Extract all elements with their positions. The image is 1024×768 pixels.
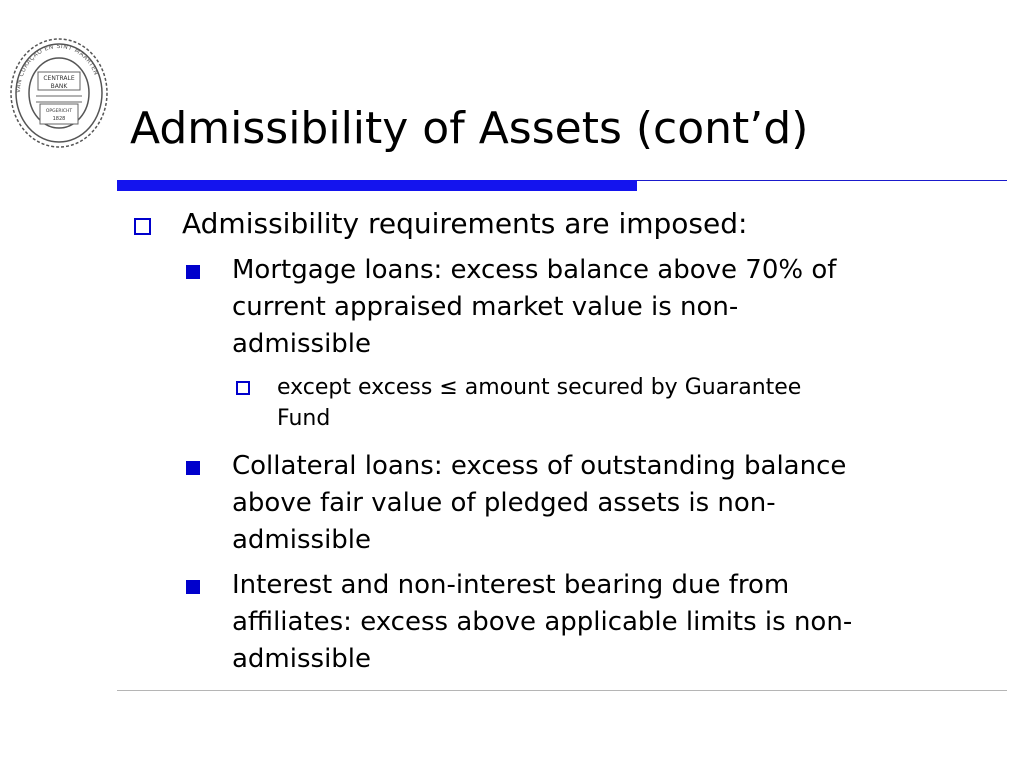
seal-text-small: OPGERICHT (45, 109, 73, 114)
bullet-text: Admissibility requirements are imposed: (182, 207, 748, 240)
bullet-text-line: Interest and non-interest bearing due from (232, 570, 790, 600)
list-item (232, 567, 852, 678)
list-item (232, 448, 846, 559)
bank-seal-logo (8, 36, 110, 150)
bullet-text-line: current appraised market value is non- (232, 292, 739, 322)
list-item (232, 252, 836, 363)
bullet-text-line: above fair value of pledged assets is non- (232, 488, 776, 518)
seal-text-mid: BANK (50, 83, 68, 90)
title-rule-accent (117, 180, 637, 191)
solid-square-bullet-icon (186, 580, 200, 594)
bullet-text-line: Fund (277, 406, 331, 431)
bullet-text-line: admissible (232, 525, 372, 555)
seal-text-top: CENTRALE (43, 75, 75, 82)
solid-square-bullet-icon (186, 265, 200, 279)
hollow-square-bullet-icon (134, 218, 151, 235)
hollow-square-bullet-icon (236, 381, 250, 395)
list-item (277, 372, 801, 434)
footer-rule (117, 690, 1007, 691)
bullet-text-line: admissible (232, 644, 372, 674)
slide-title: Admissibility of Assets (cont’d) (130, 103, 809, 154)
bullet-text-line: admissible (232, 329, 372, 359)
bullet-text-line: Mortgage loans: excess balance above 70% of (232, 255, 837, 285)
list-item (182, 205, 747, 242)
bullet-text-line: Collateral loans: excess of outstanding balance (232, 451, 847, 481)
seal-ring-text: VAN CURAÇAO EN SINT MAARTEN (14, 42, 100, 94)
solid-square-bullet-icon (186, 461, 200, 475)
bullet-text-line: except excess ≤ amount secured by Guarantee (277, 375, 802, 400)
bullet-text-line: affiliates: excess above applicable limits is non- (232, 607, 853, 637)
seal-year: 1828 (52, 116, 66, 122)
